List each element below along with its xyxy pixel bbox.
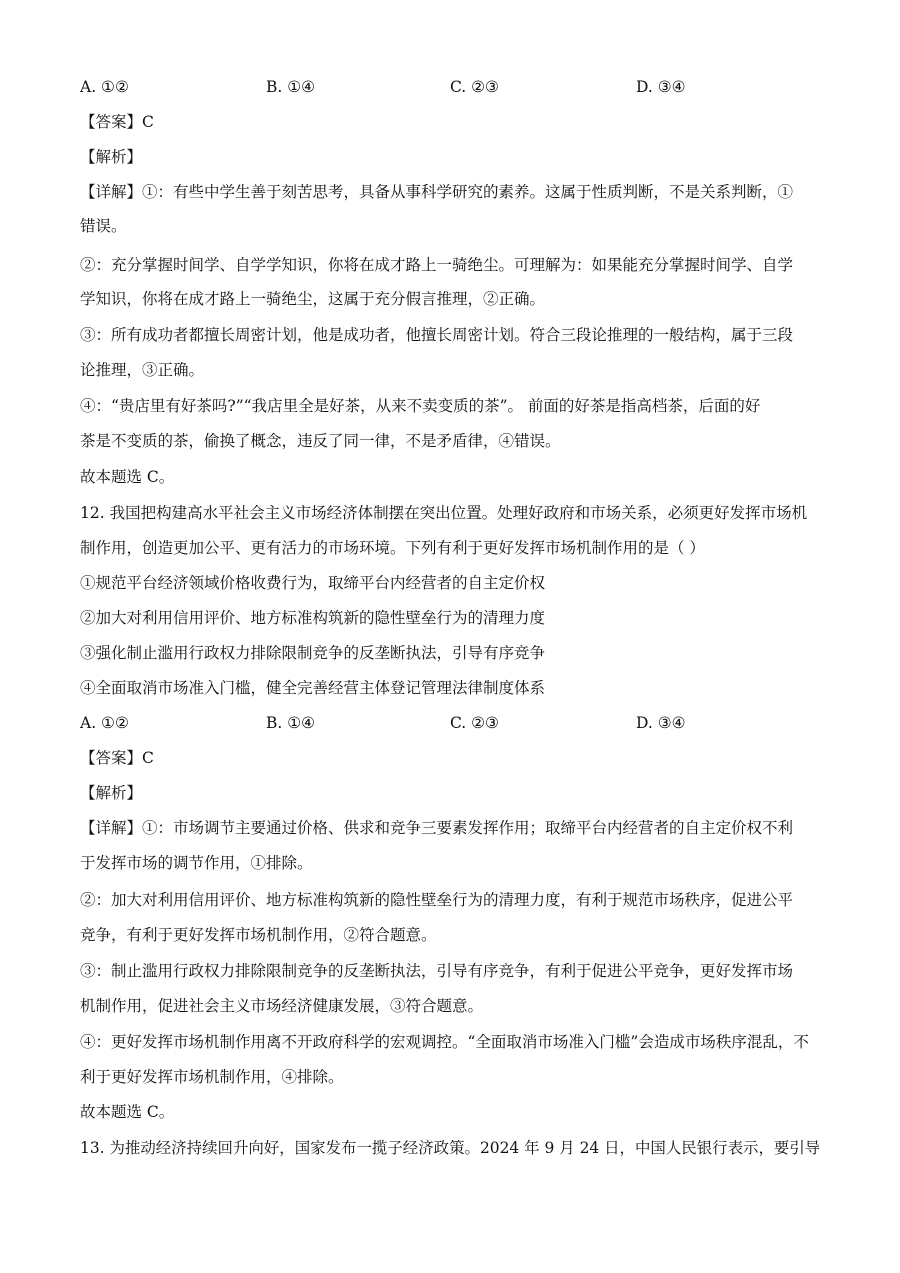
q12-item-4: ④全面取消市场准入门槛，健全完善经营主体登记管理法律制度体系 [80,679,546,697]
q11-analysis-label: 【解析】 [80,148,143,166]
q11-conclusion: 故本题选 C。 [80,468,175,486]
q12-answer: 【答案】C [80,749,154,767]
q11-detail-line: ②：充分掌握时间学、自学学知识，你将在成才路上一骑绝尘。可理解为：如果能充分掌握时间学、自学 [80,256,794,274]
q12-detail-line: 利于更好发挥市场机制作用，④排除。 [80,1068,344,1086]
q12-detail-line: 竞争，有利于更好发挥市场机制作用，②符合题意。 [80,926,437,944]
q12-detail-line: 机制作用，促进社会主义市场经济健康发展，③符合题意。 [80,997,484,1015]
q12-detail-line: ③：制止滥用行政权力排除限制竞争的反垄断执法，引导有序竞争，有利于促进公平竞争，更好发挥市场 [80,962,794,980]
q11-detail-line: 论推理，③正确。 [80,361,205,379]
q12-option-d: D. ③④ [636,714,686,732]
q12-conclusion: 故本题选 C。 [80,1103,175,1121]
q11-detail-line: ④：“贵店里有好茶吗?”“我店里全是好茶，从来不卖变质的茶”。 前面的好茶是指高档茶，后面的好 [80,397,761,415]
q12-item-2: ②加大对利用信用评价、地方标准构筑新的隐性壁垒行为的清理力度 [80,609,546,627]
q11-detail-line: ③：所有成功者都擅长周密计划，他是成功者，他擅长周密计划。符合三段论推理的一般结构，属于三段 [80,326,794,344]
q11-option-b: B. ①④ [266,78,316,96]
q12-stem-line: 制作用，创造更加公平、更有活力的市场环境。下列有利于更好发挥市场机制作用的是（ ） [80,539,705,557]
q12-option-a: A. ①② [80,714,129,732]
q12-stem-line: 12. 我国把构建高水平社会主义市场经济体制摆在突出位置。处理好政府和市场关系，必须更好发挥市场机 [80,504,808,522]
q13-stem-line: 13. 为推动经济持续回升向好，国家发布一揽子经济政策。2024 年 9 月 24 日，中国人民银行表示，要引导 [80,1139,821,1157]
q12-item-3: ③强化制止滥用行政权力排除限制竞争的反垄断执法，引导有序竞争 [80,644,546,662]
q12-detail-line: 于发挥市场的调节作用，①排除。 [80,854,313,872]
q12-analysis-label: 【解析】 [80,784,143,802]
q11-option-c: C. ②③ [450,78,499,96]
q11-detail-line: 【详解】①：有些中学生善于刻苦思考，具备从事科学研究的素养。这属于性质判断，不是关系判断，① [80,183,794,201]
q12-detail-line: 【详解】①：市场调节主要通过价格、供求和竞争三要素发挥作用；取缔平台内经营者的自主定价权不利 [80,819,794,837]
q12-item-1: ①规范平台经济领域价格收费行为，取缔平台内经营者的自主定价权 [80,574,546,592]
q11-detail-line: 学知识，你将在成才路上一骑绝尘，这属于充分假言推理，②正确。 [80,290,546,308]
q12-option-b: B. ①④ [266,714,316,732]
q11-option-a: A. ①② [80,78,129,96]
q12-detail-line: ②：加大对利用信用评价、地方标准构筑新的隐性壁垒行为的清理力度，有利于规范市场秩序，促进公平 [80,891,794,909]
q11-detail-line: 错误。 [80,217,127,235]
q12-detail-line: ④：更好发挥市场机制作用离不开政府科学的宏观调控。“全面取消市场准入门槛”会造成市场秩序混乱，不 [80,1033,809,1051]
q12-option-c: C. ②③ [450,714,499,732]
q11-answer: 【答案】C [80,113,154,131]
q11-detail-line: 茶是不变质的茶，偷换了概念，违反了同一律，不是矛盾律，④错误。 [80,432,561,450]
q11-option-d: D. ③④ [636,78,686,96]
